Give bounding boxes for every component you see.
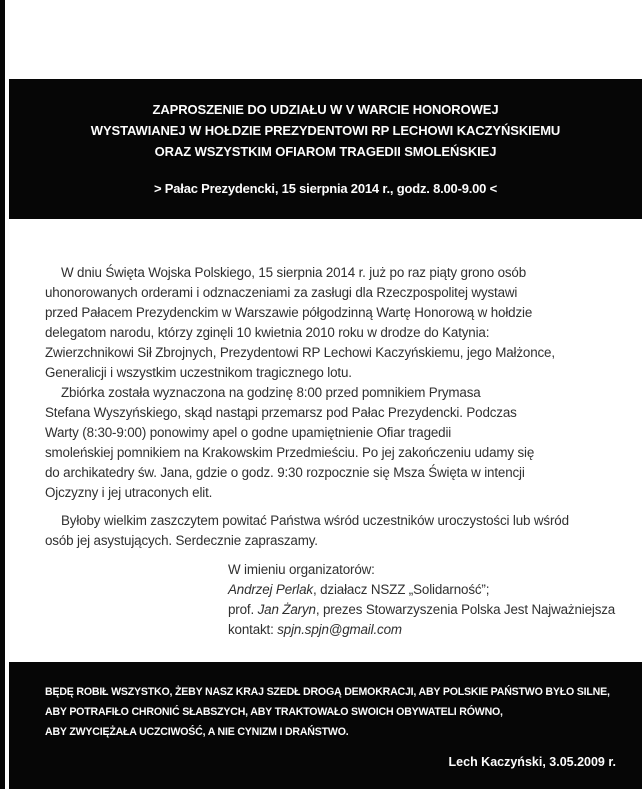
organizers-heading: W imieniu organizatorów:	[228, 562, 375, 577]
event-place-date: > Pałac Prezydencki, 15 sierpnia 2014 r., godz. 8.00-9.00 <	[153, 181, 497, 196]
paragraph-2-line: do archikatedry św. Jana, gdzie o godz. 9:30 rozpocznie się Msza Święta w intencji	[45, 465, 525, 480]
body-text	[45, 263, 630, 640]
paragraph-1-line: Generalicji i wszystkim uczestnikom tragicznego lotu.	[45, 365, 352, 380]
paragraph-2-line: Stefana Wyszyńskiego, skąd nastąpi przemarsz pod Pałac Prezydencki. Podczas	[45, 405, 517, 420]
paragraph-1-line: Zwierzchnikowi Sił Zbrojnych, Prezydentowi RP Lechowi Kaczyńskiemu, jego Małżonce,	[45, 345, 555, 360]
paragraph-1	[45, 263, 630, 383]
contact-email: spjn.spjn@gmail.com	[277, 622, 402, 637]
organizers-block	[228, 560, 630, 640]
paragraph-3-line: Byłoby wielkim zaszczytem powitać Państwa wśród uczestników uroczystości lub wśród	[61, 513, 569, 528]
organizer-line-perlak	[228, 580, 630, 600]
organizer-name: Andrzej Perlak	[228, 582, 313, 597]
paragraph-2-line: Warty (8:30-9:00) ponowimy apel o godne upamiętnienie Ofiar tragedii	[45, 425, 452, 440]
organizer-title: prof.	[228, 602, 258, 617]
organizer-line-zaryn	[228, 600, 630, 620]
paragraph-2-line: Zbiórka została wyznaczona na godzinę 8:00 przed pomnikiem Prymasa	[61, 385, 481, 400]
paragraph-3-line: osób jej asystujących. Serdecznie zapraszamy.	[45, 533, 318, 548]
organizer-name: Jan Żaryn	[257, 602, 316, 617]
quote-line-3: ABY ZWYCIĘŻAŁA UCZCIWOŚĆ, A NIE CYNIZM I DRAŃSTWO.	[45, 726, 349, 738]
paragraph-2	[45, 383, 630, 503]
paragraph-1-line: uhonorowanych orderami i odznaczeniami za zasługi dla Rzeczpospolitej wystawi	[45, 285, 518, 300]
contact-label: kontakt:	[228, 622, 278, 637]
organizer-role: , działacz NSZZ „Solidarność”;	[312, 582, 490, 597]
title-line-1: ZAPROSZENIE DO UDZIAŁU W V WARCIE HONOROWEJ	[152, 102, 499, 117]
paragraph-2-line: Ojczyzny i jej utraconych elit.	[45, 485, 213, 500]
paragraph-3	[45, 511, 630, 551]
footer-quote-banner	[9, 662, 642, 789]
paragraph-1-line: przed Pałacem Prezydenckim w Warszawie półgodzinną Wartę Honorową w hołdzie	[45, 305, 533, 320]
title-line-2: WYSTAWIANEJ W HOŁDZIE PREZYDENTOWI RP LECHOWI KACZYŃSKIEMU	[90, 123, 561, 138]
quote-line-1: BĘDĘ ROBIŁ WSZYSTKO, ŻEBY NASZ KRAJ SZEDŁ DROGĄ DEMOKRACJI, ABY POLSKIE PAŃSTWO BYŁO SILNE,	[45, 686, 610, 698]
quote-line-2: ABY POTRAFIŁO CHRONIĆ SŁABSZYCH, ABY TRAKTOWAŁO SWOICH OBYWATELI RÓWNO,	[45, 706, 503, 718]
organizer-role: , prezes Stowarzyszenia Polska Jest Najważniejsza	[315, 602, 616, 617]
paragraph-1-line: W dniu Święta Wojska Polskiego, 15 sierpnia 2014 r. już po raz piąty grono osób	[61, 265, 527, 280]
paragraph-1-line: delegatom narodu, którzy zginęli 10 kwietnia 2010 roku w drodze do Katynia:	[45, 325, 490, 340]
title-line-3: ORAZ WSZYSTKIM OFIAROM TRAGEDII SMOLEŃSKIEJ	[154, 144, 497, 159]
contact-line	[228, 620, 630, 640]
header-banner	[9, 79, 642, 219]
paragraph-2-line: smoleńskiej pomnikiem na Krakowskim Przedmieściu. Po jej zakończeniu udamy się	[45, 445, 535, 460]
quote-signature: Lech Kaczyński, 3.05.2009 r.	[448, 755, 616, 769]
left-border-strip	[0, 0, 5, 789]
